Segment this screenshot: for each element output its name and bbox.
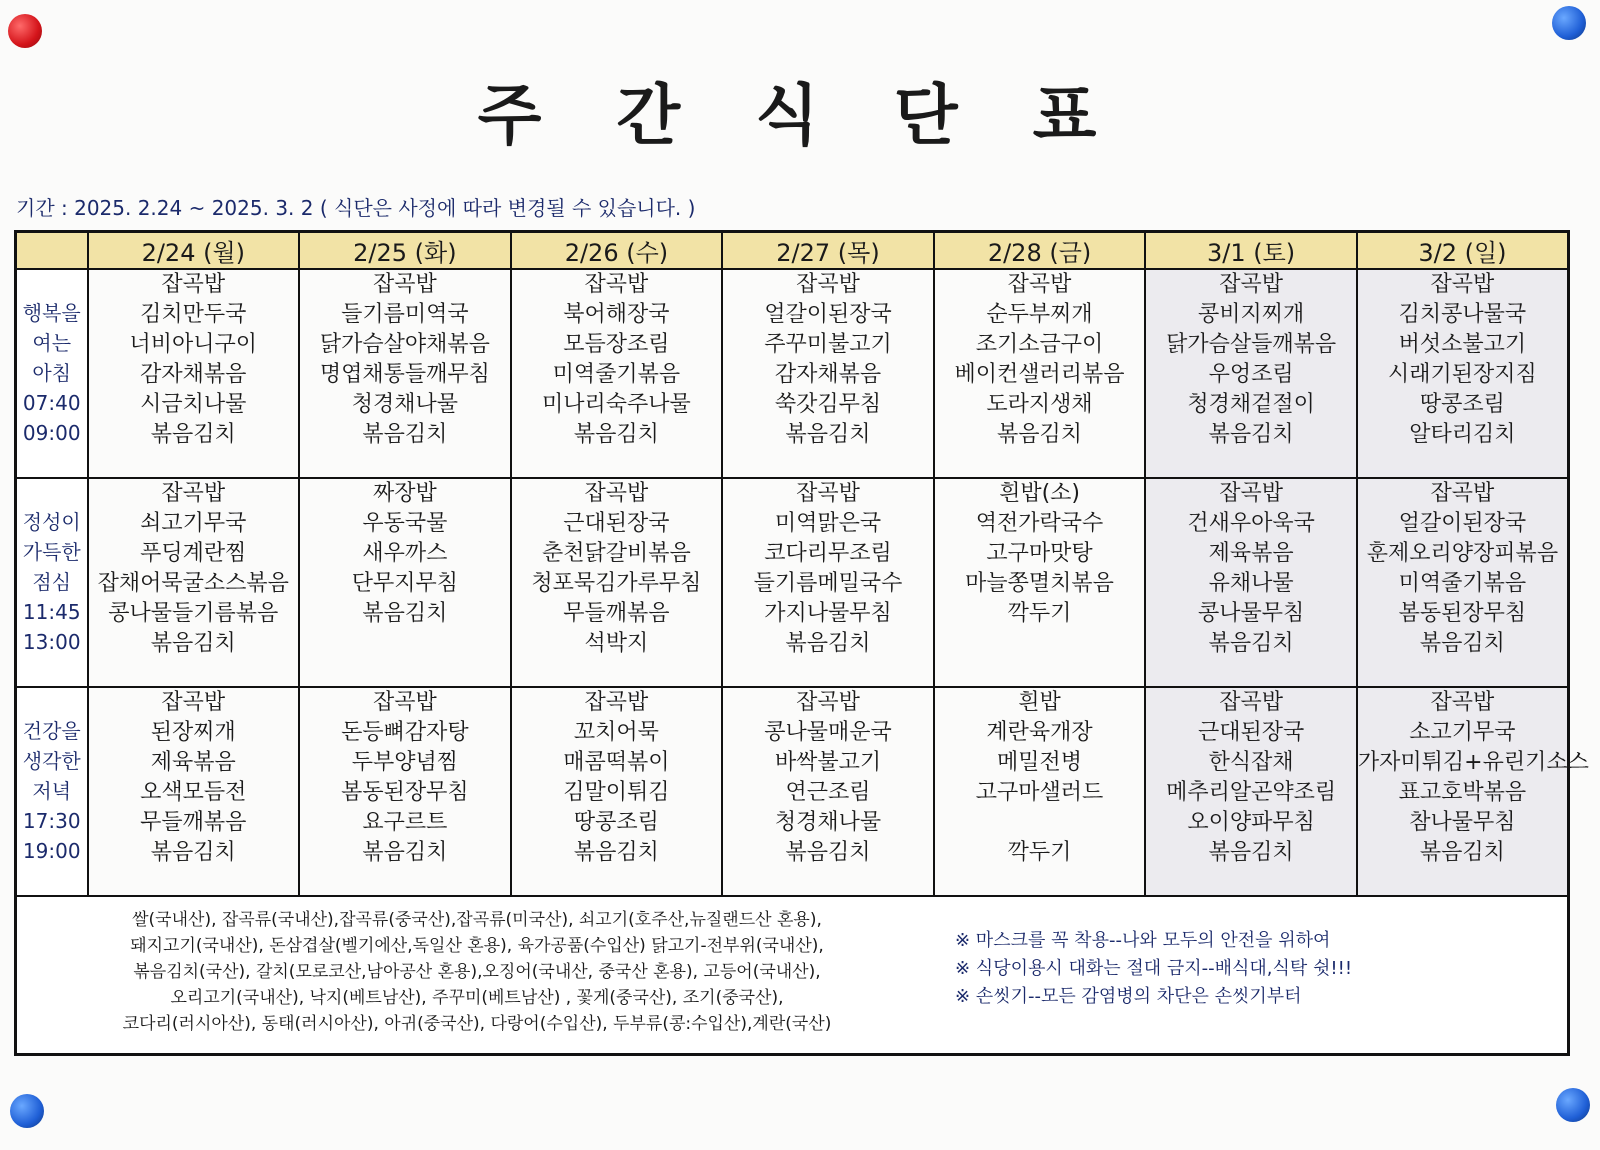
menu-item: 닭가슴살야채볶음 xyxy=(319,332,490,357)
menu-item: 볶음김치 xyxy=(785,839,871,865)
menu-item: 메추리알곤약조림 xyxy=(1166,779,1337,805)
menu-item: 잡곡밥 xyxy=(1219,480,1283,506)
menu-item xyxy=(935,808,1145,838)
menu-item: 잡곡밥 xyxy=(584,272,649,297)
menu-item: 순두부찌개 xyxy=(986,302,1093,327)
menu-item: 훈제오리양장피볶음 xyxy=(1366,540,1559,566)
menu-item: 볶음김치 xyxy=(785,630,871,656)
menu-item: 코다리무조림 xyxy=(764,540,892,566)
menu-item: 주꾸미불고기 xyxy=(764,332,892,357)
menu-item: 잡곡밥 xyxy=(161,480,226,506)
day-header: 2/25 (화) xyxy=(299,232,511,270)
menu-item: 콩나물매운국 xyxy=(764,719,892,745)
day-header-row xyxy=(16,232,1569,270)
meal-label xyxy=(16,478,88,687)
menu-item: 바싹불고기 xyxy=(774,749,882,775)
menu-cell xyxy=(88,687,300,897)
menu-item: 잡곡밥 xyxy=(1219,272,1283,297)
menu-item: 마늘쫑멸치볶음 xyxy=(965,570,1114,596)
menu-item: 잡곡밥 xyxy=(1430,689,1495,715)
origin-info xyxy=(47,907,907,1037)
menu-item: 근대된장국 xyxy=(1197,719,1305,745)
meal-label-line: 19:00 xyxy=(22,839,81,864)
menu-item: 미나리숙주나물 xyxy=(542,392,691,417)
menu-item: 잡곡밥 xyxy=(1430,272,1495,297)
notice-line: ※ 마스크를 꼭 착용--나와 모두의 안전을 위하여 xyxy=(955,930,1331,951)
menu-item xyxy=(935,629,1145,659)
day-header: 3/2 (일) xyxy=(1357,232,1569,270)
menu-item: 버섯소불고기 xyxy=(1398,332,1527,357)
menu-item: 베이컨샐러리볶음 xyxy=(954,362,1125,387)
menu-item: 연근조림 xyxy=(785,779,871,805)
menu-item: 참나물무침 xyxy=(1409,809,1516,835)
meal-label-line: 아침 xyxy=(32,361,72,386)
day-header: 2/26 (수) xyxy=(511,232,723,270)
menu-item: 콩비지찌개 xyxy=(1197,302,1305,327)
meal-label-line: 11:45 xyxy=(22,600,81,625)
menu-item: 볶음김치 xyxy=(362,839,448,865)
menu-item: 들기름메밀국수 xyxy=(753,570,903,596)
meal-label-line: 행복을 xyxy=(22,301,81,326)
menu-item: 김치만두국 xyxy=(140,302,247,327)
meal-label xyxy=(16,687,88,897)
menu-cell xyxy=(934,269,1146,478)
menu-item: 볶음김치 xyxy=(150,630,236,656)
menu-item: 시래기된장지짐 xyxy=(1388,362,1537,387)
menu-item: 북어해장국 xyxy=(563,302,670,327)
meal-row xyxy=(16,687,1569,897)
menu-item: 청포묵김가루무침 xyxy=(531,570,702,596)
menu-item: 볶음김치 xyxy=(1419,839,1505,865)
meal-label xyxy=(16,269,88,478)
menu-item: 잡곡밥 xyxy=(796,689,860,715)
menu-item: 볶음김치 xyxy=(150,422,236,447)
menu-item: 된장찌개 xyxy=(150,719,236,745)
menu-item: 청경채겉절이 xyxy=(1187,392,1315,417)
day-header: 3/1 (토) xyxy=(1145,232,1357,270)
menu-item: 푸딩계란찜 xyxy=(140,540,247,566)
menu-item: 깍두기 xyxy=(1007,600,1072,626)
notice-line: ※ 식당이용시 대화는 절대 금지--배식대,식탁 쉿!!! xyxy=(955,958,1353,979)
menu-cell xyxy=(722,269,934,478)
menu-item: 볶음김치 xyxy=(1208,422,1294,447)
menu-item: 미역줄기볶음 xyxy=(1398,570,1527,596)
menu-item: 들기름미역국 xyxy=(341,302,469,327)
day-header: 2/27 (목) xyxy=(722,232,934,270)
menu-item: 오이양파무침 xyxy=(1187,809,1315,835)
menu-item: 무들깨볶음 xyxy=(563,600,670,626)
origin-line: 돼지고기(국내산), 돈삼겹살(벨기에산,독일산 혼용), 육가공품(수입산) 닭고기-전부위(국내산), xyxy=(130,936,824,956)
menu-item: 잡곡밥 xyxy=(796,272,860,297)
menu-item: 청경채나물 xyxy=(351,392,458,417)
menu-item: 단무지무침 xyxy=(351,570,458,596)
menu-item: 우동국물 xyxy=(362,510,448,536)
menu-cell xyxy=(722,687,934,897)
notices xyxy=(955,927,1352,1011)
menu-item: 얼갈이된장국 xyxy=(764,302,892,327)
menu-item: 짜장밥 xyxy=(372,480,437,506)
day-header: 2/24 (월) xyxy=(88,232,300,270)
meal-label-line: 건강을 xyxy=(22,719,81,744)
menu-cell xyxy=(511,478,723,687)
menu-item: 잡채어묵굴소스볶음 xyxy=(97,570,289,596)
menu-item: 잡곡밥 xyxy=(1430,480,1495,506)
meal-label-line: 07:40 xyxy=(22,391,81,416)
menu-item: 감자채볶음 xyxy=(140,362,247,387)
menu-item: 미역줄기볶음 xyxy=(552,362,681,387)
menu-item: 건새우아욱국 xyxy=(1187,510,1315,536)
meal-label-line: 정성이 xyxy=(22,510,81,535)
menu-item: 쇠고기무국 xyxy=(140,510,247,536)
menu-item: 계란육개장 xyxy=(986,719,1093,745)
menu-item: 쑥갓김무침 xyxy=(774,392,882,417)
menu-cell xyxy=(511,269,723,478)
menu-cell xyxy=(722,478,934,687)
notice-line: ※ 손씻기--모든 감염병의 차단은 손씻기부터 xyxy=(955,986,1302,1007)
menu-item: 김말이튀김 xyxy=(563,779,670,805)
menu-period: 기간 : 2025. 2.24 ~ 2025. 3. 2 ( 식단은 사정에 따라 변경될 수 있습니다. ) xyxy=(16,196,696,220)
menu-item: 볶음김치 xyxy=(362,600,448,626)
menu-item: 잡곡밥 xyxy=(796,480,860,506)
menu-item: 명엽채통들깨무침 xyxy=(319,362,490,387)
menu-item: 얼갈이된장국 xyxy=(1398,510,1527,536)
menu-item: 땅콩조림 xyxy=(573,809,659,835)
menu-item: 도라지생채 xyxy=(986,392,1093,417)
meal-label-line: 여는 xyxy=(32,331,72,356)
menu-item: 미역맑은국 xyxy=(774,510,882,536)
menu-item: 고구마맛탕 xyxy=(986,540,1093,566)
menu-item: 무들깨볶음 xyxy=(140,809,247,835)
menu-item: 매콤떡볶이 xyxy=(563,749,670,775)
pushpin-blue-icon xyxy=(1552,6,1586,40)
menu-cell xyxy=(934,478,1146,687)
weekly-menu-table xyxy=(14,230,1589,898)
pushpin-blue-icon xyxy=(1556,1088,1590,1122)
menu-item: 메밀전병 xyxy=(997,749,1083,775)
menu-item: 가지나물무침 xyxy=(764,600,892,626)
menu-cell xyxy=(1357,269,1569,478)
meal-label-line: 09:00 xyxy=(22,421,81,446)
menu-item: 잡곡밥 xyxy=(161,689,226,715)
menu-item: 볶음김치 xyxy=(1419,630,1505,656)
meal-label-line: 생각한 xyxy=(22,749,81,774)
menu-cell xyxy=(299,269,511,478)
menu-item: 콩나물들기름볶음 xyxy=(108,600,279,626)
menu-item: 볶음김치 xyxy=(997,422,1083,447)
meal-row xyxy=(16,478,1569,687)
menu-item: 표고호박볶음 xyxy=(1398,779,1527,805)
menu-item: 볶음김치 xyxy=(573,422,659,447)
origin-line: 오리고기(국내산), 낙지(베트남산), 주꾸미(베트남산) , 꽃게(중국산), 조기(중국산), xyxy=(170,988,784,1008)
menu-item: 콩나물무침 xyxy=(1197,600,1305,626)
menu-item: 깍두기 xyxy=(1007,839,1072,865)
page-title: 주 간 식 단 표 xyxy=(477,77,1123,154)
menu-item: 오색모듬전 xyxy=(140,779,247,805)
menu-item: 볶음김치 xyxy=(573,839,659,865)
menu-item: 닭가슴살들깨볶음 xyxy=(1166,332,1337,357)
menu-item: 잡곡밥 xyxy=(584,480,649,506)
menu-item: 근대된장국 xyxy=(563,510,670,536)
menu-item: 너비아니구이 xyxy=(129,332,258,357)
menu-cell xyxy=(88,269,300,478)
menu-item: 볶음김치 xyxy=(785,422,871,447)
meal-label-line: 17:30 xyxy=(22,809,81,834)
pushpin-red-icon xyxy=(8,14,42,48)
menu-item: 돈등뼈감자탕 xyxy=(341,719,469,745)
menu-item: 요구르트 xyxy=(362,809,448,835)
menu-item: 석박지 xyxy=(584,630,649,656)
menu-item: 꼬치어묵 xyxy=(573,719,659,745)
menu-item: 한식잡채 xyxy=(1208,749,1294,775)
menu-item: 청경채나물 xyxy=(774,809,882,835)
menu-cell xyxy=(1357,687,1589,897)
menu-item: 제육볶음 xyxy=(1208,540,1294,566)
menu-item: 볶음김치 xyxy=(1208,839,1294,865)
menu-cell xyxy=(1145,687,1357,897)
menu-cell xyxy=(299,478,511,687)
meal-label-line: 저녁 xyxy=(32,779,72,804)
footer-box xyxy=(14,897,1570,1056)
menu-item xyxy=(300,629,510,659)
menu-item: 역전가락국수 xyxy=(975,510,1104,536)
pushpin-blue-icon xyxy=(10,1094,44,1128)
menu-cell xyxy=(1145,269,1357,478)
menu-cell xyxy=(299,687,511,897)
menu-item: 고구마샐러드 xyxy=(975,779,1104,805)
menu-item: 감자채볶음 xyxy=(774,362,882,387)
menu-cell xyxy=(1357,478,1569,687)
meal-label-line: 가득한 xyxy=(22,540,81,565)
menu-item: 우엉조림 xyxy=(1208,362,1294,387)
menu-item: 가자미튀김+유린기소스 xyxy=(1357,749,1589,775)
menu-item: 시금치나물 xyxy=(140,392,247,417)
menu-item: 두부양념찜 xyxy=(351,749,458,775)
menu-cell xyxy=(1145,478,1357,687)
origin-line: 코다리(러시아산), 동태(러시아산), 아귀(중국산), 다랑어(수입산), 두부류(콩:수입산),계란(국산) xyxy=(122,1014,832,1034)
day-header: 2/28 (금) xyxy=(934,232,1146,270)
menu-item: 땅콩조림 xyxy=(1419,392,1505,417)
menu-item: 볶음김치 xyxy=(150,839,236,865)
menu-item: 유채나물 xyxy=(1208,570,1294,596)
menu-item: 봄동된장무침 xyxy=(1398,600,1527,626)
menu-item: 잡곡밥 xyxy=(161,272,226,297)
menu-item: 볶음김치 xyxy=(1208,630,1294,656)
menu-item: 잡곡밥 xyxy=(1219,689,1283,715)
menu-item: 모듬장조림 xyxy=(563,332,670,357)
menu-item: 잡곡밥 xyxy=(584,689,649,715)
menu-item: 김치콩나물국 xyxy=(1398,302,1527,327)
menu-item: 제육볶음 xyxy=(150,749,236,775)
origin-line: 볶음김치(국산), 갈치(모로코산,남아공산 혼용),오징어(국내산, 중국산 혼용), 고등어(국내산), xyxy=(133,962,821,982)
meal-label-line: 13:00 xyxy=(22,630,81,655)
menu-cell xyxy=(88,478,300,687)
menu-cell xyxy=(934,687,1146,897)
meal-row xyxy=(16,269,1569,478)
menu-item: 잡곡밥 xyxy=(1007,272,1072,297)
menu-cell xyxy=(511,687,723,897)
corner-cell xyxy=(16,232,88,270)
menu-item: 잡곡밥 xyxy=(372,272,437,297)
menu-item: 알타리김치 xyxy=(1409,422,1516,447)
menu-item: 흰밥(소) xyxy=(999,480,1080,506)
menu-item: 춘천닭갈비볶음 xyxy=(542,540,691,566)
menu-item: 흰밥 xyxy=(1018,689,1061,715)
origin-line: 쌀(국내산), 잡곡류(국내산),잡곡류(중국산),잡곡류(미국산), 쇠고기(호주산,뉴질랜드산 혼용), xyxy=(132,910,822,930)
menu-item: 볶음김치 xyxy=(362,422,448,447)
meal-label-line: 점심 xyxy=(32,570,72,595)
menu-item: 잡곡밥 xyxy=(372,689,437,715)
menu-item: 소고기무국 xyxy=(1409,719,1516,745)
menu-item: 봄동된장무침 xyxy=(341,779,469,805)
menu-item: 새우까스 xyxy=(362,540,448,566)
menu-item: 조기소금구이 xyxy=(975,332,1104,357)
